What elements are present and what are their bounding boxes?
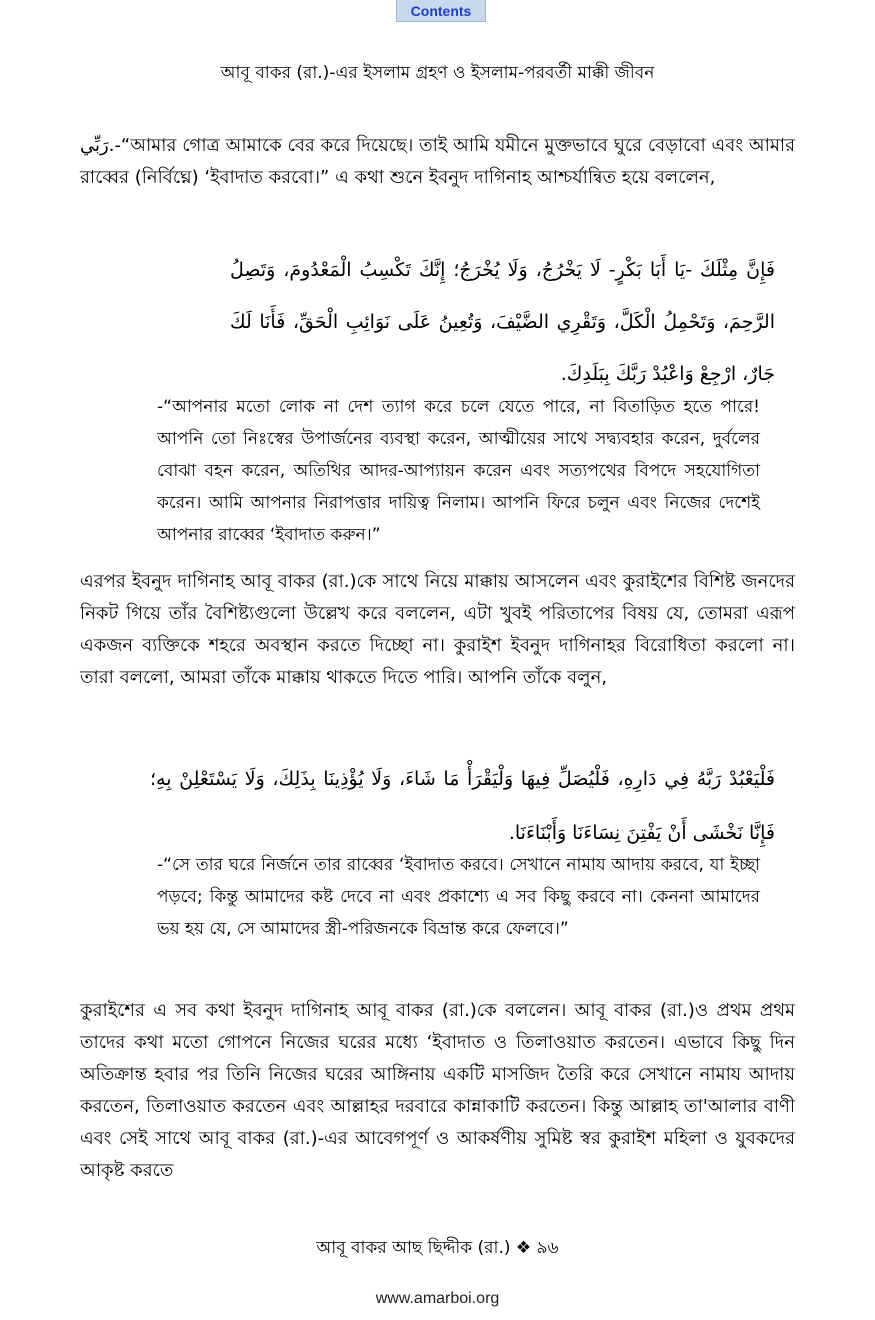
footer-website-link[interactable]: www.amarboi.org xyxy=(375,1290,500,1307)
translation-quote-2: -“সে তার ঘরে নির্জনে তার রাব্বের ‘ইবাদাত করবে। সেখানে নামায আদায় করবে, যা ইচ্ছা পড়বে; কিন্তু আমাদের কষ্ট দেবে না এবং প্রকাশ্যে এ সব কিছু করবে না। কেননা আমাদের ভয় হয় যে, সে আমাদের স্ত্রী-পরিজনকে বিভ্রান্ত করে ফেলবে।” xyxy=(157,855,760,939)
translation-quote-1: -“আপনার মতো লোক না দেশ ত্যাগ করে চলে যেতে পারে, না বিতাড়িত হতে পারে! আপনি তো নিঃস্বের উপার্জনের ব্যবস্থা করেন, আত্মীয়ের সাথে সদ্ব্যবহার করেন, দুর্বলের বোঝা বহন করেন, অতিথির আদর-আপ্যায়ন করেন এবং সত্যপথের বিপদে সহযোগিতা করেন। আমি আপনার নিরাপত্তার দায়িত্ব নিলাম। আপনি ফিরে চলুন এবং নিজের দেশেই আপনার রাব্বের ‘ইবাদাত করুন।” xyxy=(157,397,760,545)
body-paragraph-1: رَبِّي.-“আমার গোত্র আমাকে বের করে দিয়েছে। তাই আমি যমীনে মুক্তভাবে ঘুরে বেড়াবো এবং আমার রাব্বের (নির্বিঘ্নে) ‘ইবাদাত করবো।” এ কথা শুনে ইবনুদ দাগিনাহ আশ্চর্যান্বিত হয়ে বললেন, xyxy=(80,135,795,188)
arabic-quote-2: فَلْيَعْبُدْ رَبَّهُ فِي دَارِهِ، فَلْيُصَلِّ فِيهَا وَلْيَقْرَأْ مَا شَاءَ، وَلَا يُؤْذِينَا بِذَلِكَ، وَلَا يَسْتَعْلِنْ بِهِ؛ فَإِنَّا نَخْشَى أَنْ يَفْتِنَ نِسَاءَنَا وَأَبْنَاءَنَا. xyxy=(150,768,775,844)
contents-button[interactable]: Contents xyxy=(396,0,486,22)
body-paragraph-2: এরপর ইবনুদ দাগিনাহ আবূ বাকর (রা.)কে সাথে নিয়ে মাক্কায় আসলেন এবং কুরাইশের বিশিষ্ট জনদের নিকট গিয়ে তাঁর বৈশিষ্ট্যগুলো উল্লেখ করে বললেন, এটা খুবই পরিতাপের বিষয় যে, তোমরা এরূপ একজন ব্যক্তিকে শহরে অবস্থান করতে দিচ্ছো না। কুরাইশ ইবনুদ দাগিনাহর বিরোধিতা করলো না। তারা বললো, আমরা তাঁকে মাক্কায় থাকতে দিতে পারি। আপনি তাঁকে বলুন, xyxy=(80,571,795,688)
arabic-quote-1: فَإِنَّ مِثْلَكَ -يَا أَبَا بَكْرٍ- لَا يَخْرُجُ، وَلَا يُخْرَجُ؛ إِنَّكَ تَكْسِبُ الْمَعْدُومَ، وَتَصِلُ الرَّحِمَ، وَتَحْمِلُ الْكَلَّ، وَتَقْرِي الضَّيْفَ، وَتُعِينُ عَلَى نَوَائِبِ الْحَقِّ، فَأَنَا لَكَ جَارٌ، ارْجِعْ وَاعْبُدْ رَبَّكَ بِبَلَدِكَ. xyxy=(230,259,775,385)
body-paragraph-3: কুরাইশের এ সব কথা ইবনুদ দাগিনাহ আবূ বাকর (রা.)কে বললেন। আবূ বাকর (রা.)ও প্রথম প্রথম তাদের কথা মতো গোপনে নিজের ঘরের মধ্যে ‘ইবাদাত ও তিলাওয়াত করতেন। এভাবে কিছু দিন অতিক্রান্ত হবার পর তিনি নিজের ঘরের আঙ্গিনায় একটি মাসজিদ তৈরি করে সেখানে নামায আদায় করতেন, তিলাওয়াত করতেন এবং আল্লাহর দরবারে কান্নাকাটি করতেন। কিন্তু আল্লাহ তা'আলার বাণী এবং সেই সাথে আবূ বাকর (রা.)-এর আবেগপূর্ণ ও আকর্ষণীয় সুমিষ্ট স্বর কুরাইশ মহিলা ও যুবকদের আকৃষ্ট করতে xyxy=(80,1000,795,1181)
page-footer-title: আবূ বাকর আছ ছিদ্দীক (রা.) ❖ ৯৬ xyxy=(316,1238,559,1258)
page-header-title: আবূ বাকর (রা.)-এর ইসলাম গ্রহণ ও ইসলাম-পরবর্তী মাক্কী জীবন xyxy=(220,63,655,83)
